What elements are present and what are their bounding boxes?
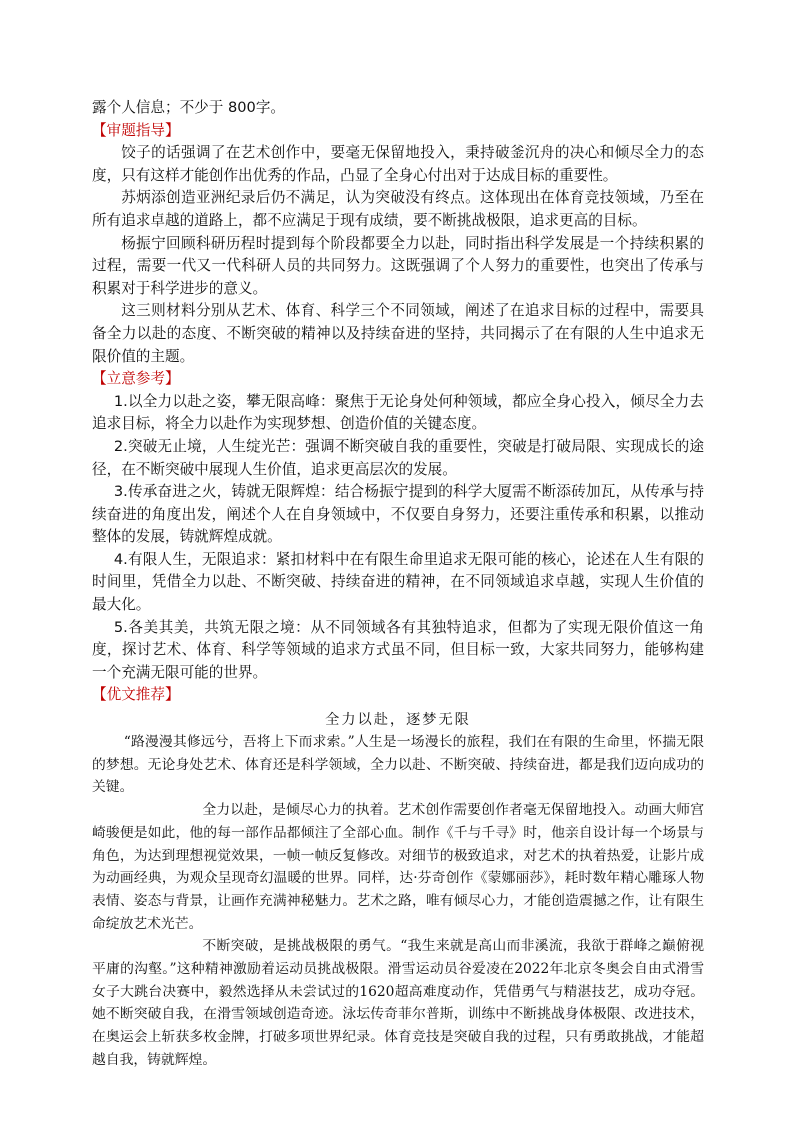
essay-paragraph: 全力以赴，是倾尽心力的执着。艺术创作需要创作者毫无保留地投入。动画大师宫崎骏便是如此，他的每一部作品都倾注了全部心血。制作《千与千寻》时，他亲自设计每一个场景与角色，为达到理想视觉效果，一帧一帧反复修改。对细节的极致追求，对艺术的执着热爱，让影片成为动画经典，为观众呈现奇幻温暖的世界。同样，达·芬奇创作《蒙娜丽莎》，耗时数年精心雕琢人物表情、姿态与背景，让画作充满神秘魅力。艺术之路，唯有倾尽心力，才能创造震撼之作，让有限生命绽放艺术光芒。: [92, 802, 704, 932]
top-line: 露个人信息；不少于 800字。: [92, 99, 286, 116]
essay-paragraph: “路漫漫其修远兮，吾将上下而求索。”人生是一场漫长的旅程，我们在有限的生命里，怀揣无限的梦想。无论身处艺术、体育还是科学领域，全力以赴、不断突破、持续奋进，都是我们迈向成功的关键。: [92, 734, 704, 796]
section-heading-essay-text: 优文推荐: [106, 686, 165, 704]
idea-item: 4.有限人生，无限追求：紧扣材料中在有限生命里追求无限可能的核心，论述在人生有限的时间里，凭借全力以赴、不断突破、持续奋进的精神，在不同领域追求卓越，实现人生价值的最大化。: [92, 550, 704, 614]
guide-paragraph: 饺子的话强调了在艺术创作中，要毫无保留地投入，秉持破釜沉舟的决心和倾尽全力的态度，只有这样才能创作出优秀的作品，凸显了全身心付出对于达成目标的重要性。: [92, 144, 704, 184]
section-heading-guide: 【审题指导】: [92, 121, 180, 139]
document-page: [92, 97, 704, 1072]
idea-item: 5.各美其美，共筑无限之境：从不同领域各有其独特追求，但都为了实现无限价值这一角度，探讨艺术、体育、科学等领域的追求方式虽不同，但目标一致，大家共同努力，能够构建一个充满无限可能的世界。: [92, 618, 704, 681]
section-heading-ideas-text: 立意参考: [106, 370, 165, 388]
guide-paragraph: 这三则材料分别从艺术、体育、科学三个不同领域，阐述了在追求目标的过程中，需要具备全力以赴的态度、不断突破的精神以及持续奋进的坚持，共同揭示了在有限的人生中追求无限价值的主题。: [92, 302, 704, 365]
guide-paragraph: 杨振宁回顾科研历程时提到每个阶段都要全力以赴，同时指出科学发展是一个持续积累的过程，需要一代又一代科研人员的共同努力。这既强调了个人努力的重要性，也突出了传承与积累对于科学进步的意义。: [92, 234, 704, 297]
idea-item: 1.以全力以赴之姿，攀无限高峰：聚焦于无论身处何种领域，都应全身心投入，倾尽全力去追求目标，将全力以赴作为实现梦想、创造价值的关键态度。: [92, 392, 704, 433]
guide-paragraph: 苏炳添创造亚洲纪录后仍不满足，认为突破没有终点。这体现出在体育竞技领域，乃至在所有追求卓越的道路上，都不应满足于现有成绩，要不断挑战极限，追求更高的目标。: [92, 189, 704, 229]
section-heading-essay: 【优文推荐】: [92, 686, 180, 704]
section-heading-guide-text: 审题指导: [106, 121, 165, 139]
idea-item: 3.传承奋进之火，铸就无限辉煌：结合杨振宁提到的科学大厦需不断添砖加瓦，从传承与持续奋进的角度出发，阐述个人在自身领域中，不仅要自身努力，还要注重传承和积累，以推动整体的发展，铸就辉煌成就。: [92, 483, 704, 546]
idea-item: 2.突破无止境，人生绽光芒：强调不断突破自我的重要性，突破是打破局限、实现成长的途径，在不断突破中展现人生价值，追求更高层次的发展。: [92, 437, 704, 478]
ideas-body: [92, 391, 704, 685]
guide-body: [92, 142, 704, 368]
section-heading-ideas: 【立意参考】: [92, 370, 180, 388]
essay-body: [92, 731, 704, 1072]
essay-paragraph: 不断突破，是挑战极限的勇气。“我生来就是高山而非溪流，我欲于群峰之巅俯视平庸的沟壑。”这种精神激励着运动员挑战极限。滑雪运动员谷爱凌在2022年北京冬奥会自由式滑雪女子大跳台决赛中，毅然选择从未尝试过的1620超高难度动作，凭借勇气与精湛技艺，成功夺冠。她不断突破自我，在滑雪领域创造奇迹。泳坛传奇菲尔普斯，训练中不断挑战身体极限、改进技术，在奥运会上斩获多枚金牌，打破多项世界纪录。体育竞技是突破自我的过程，只有勇敢挑战，才能超越自我，铸就辉煌。: [92, 938, 704, 1068]
essay-title: 全力以赴，逐梦无限: [325, 712, 471, 729]
